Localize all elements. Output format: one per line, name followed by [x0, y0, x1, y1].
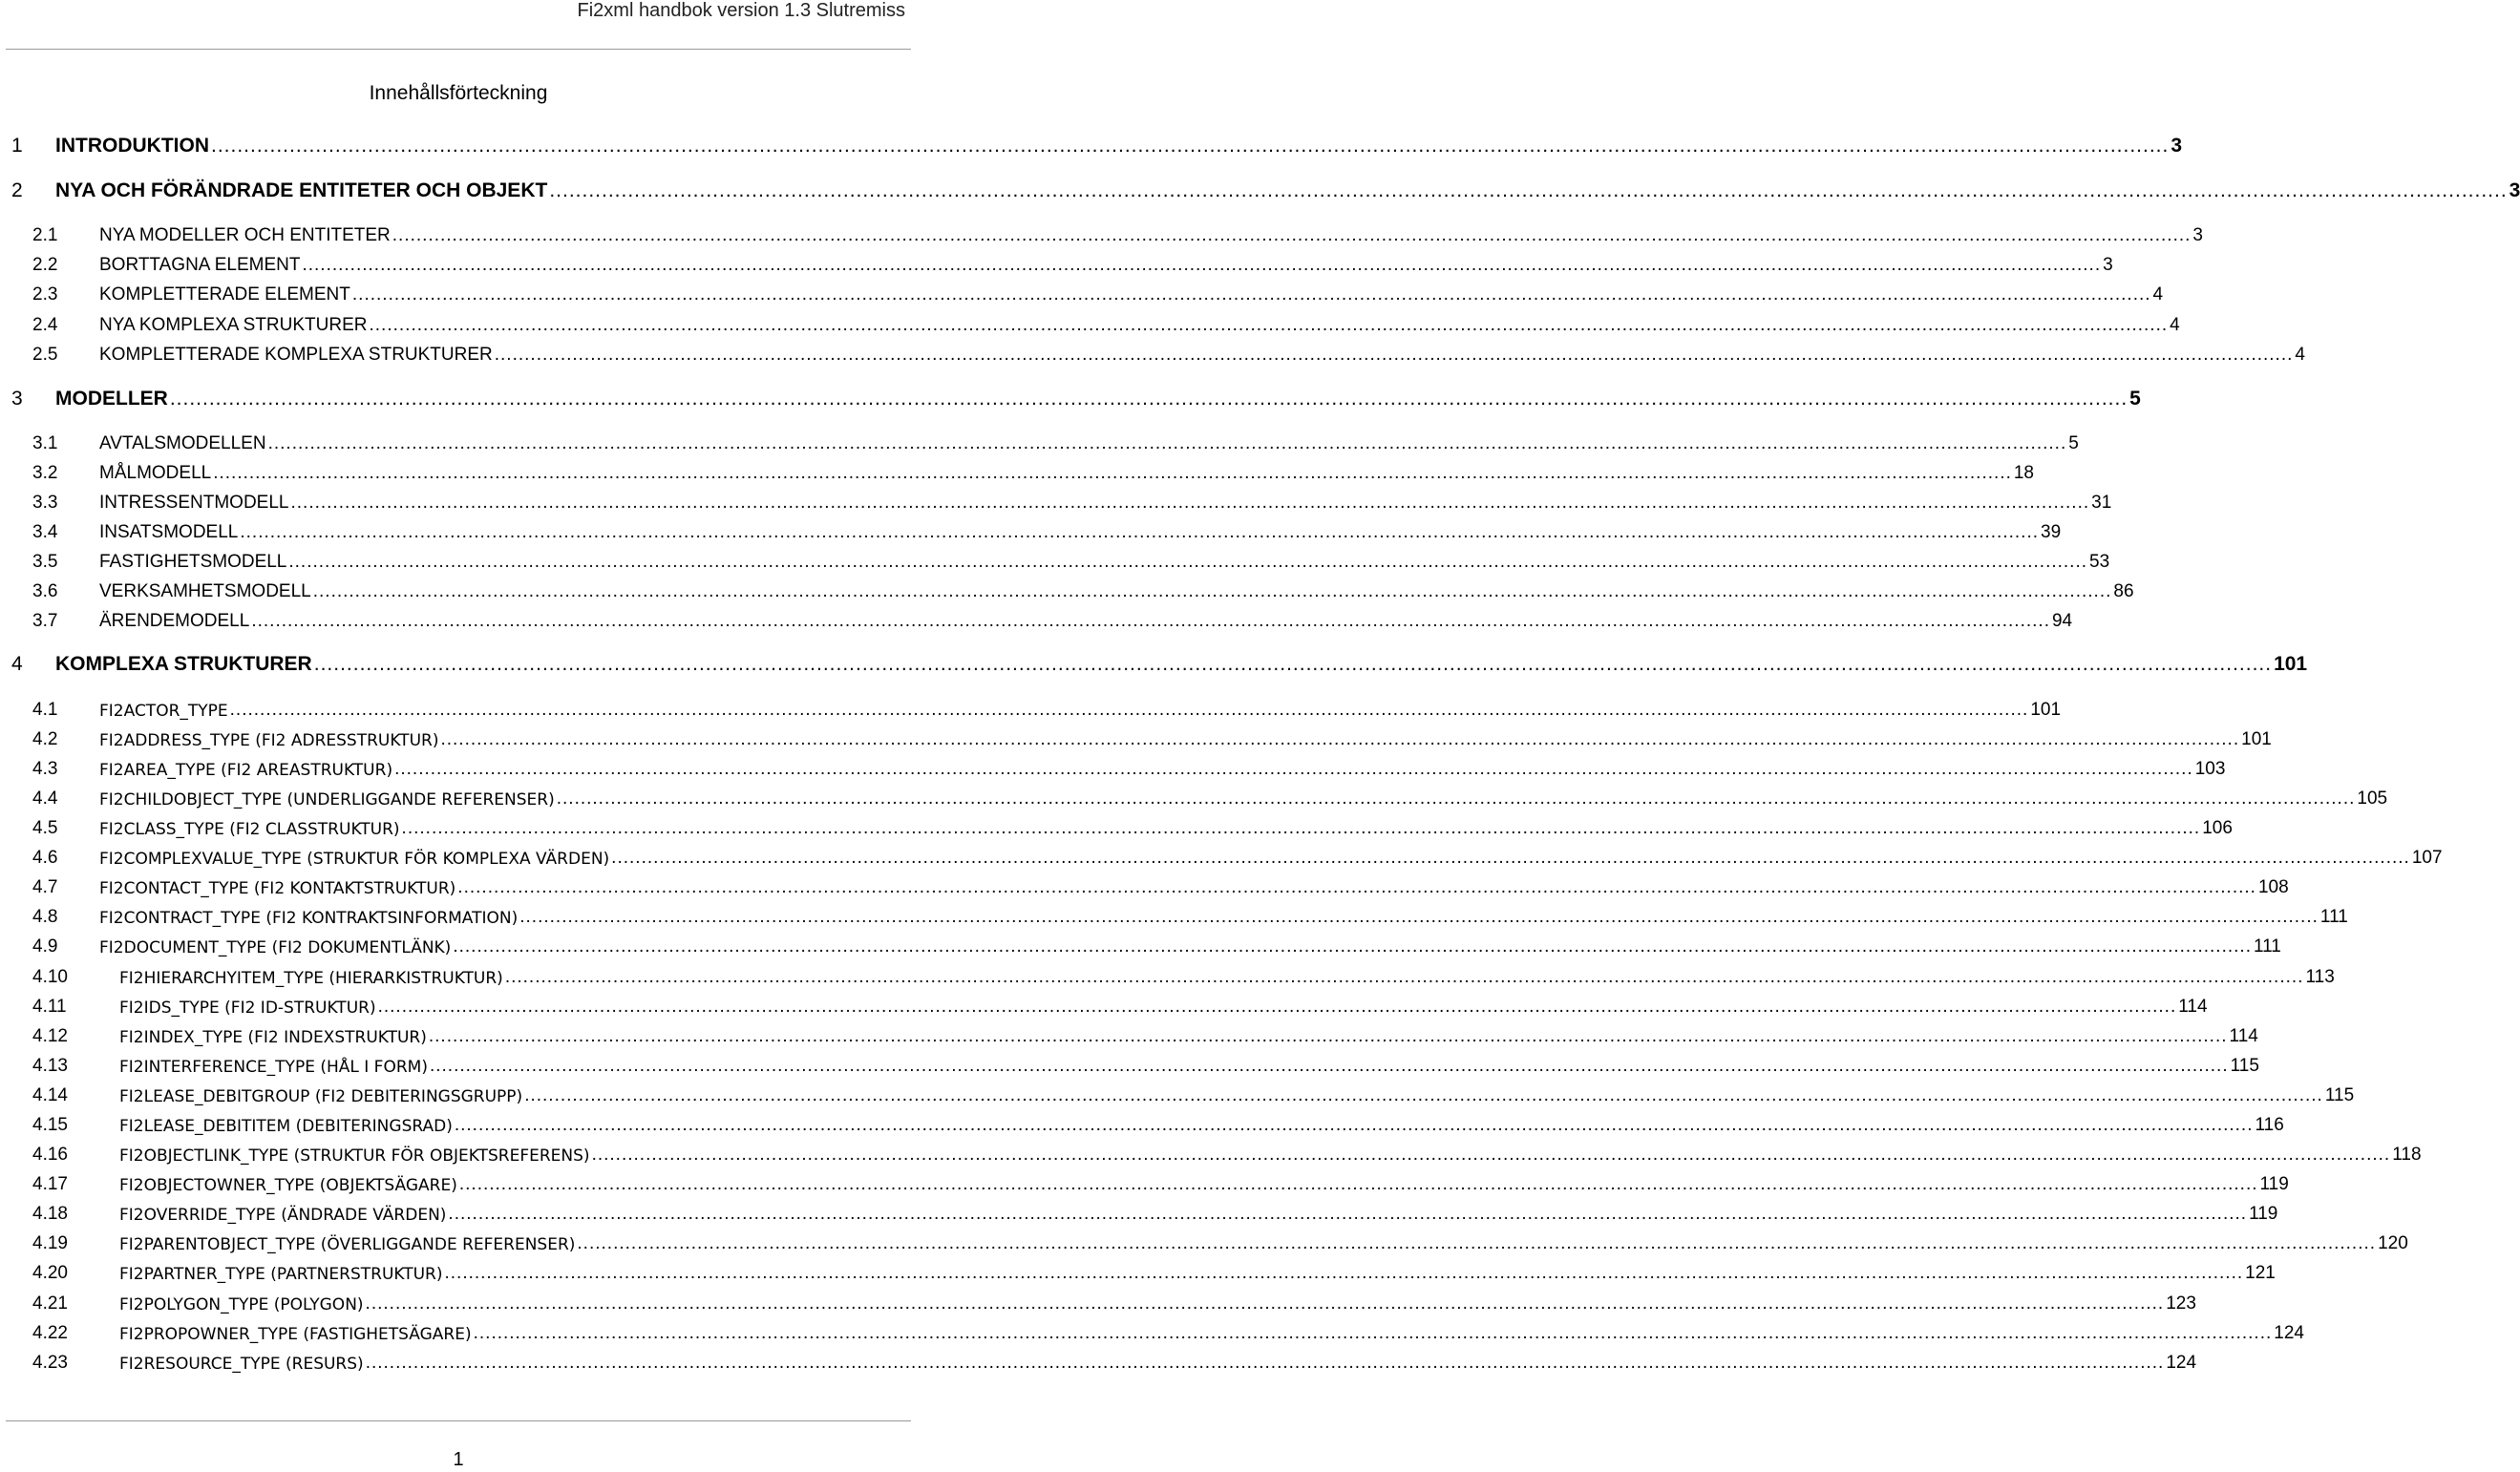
toc-entry[interactable] [0, 1200, 2278, 1225]
toc-entry-page: 118 [2392, 1145, 2422, 1165]
toc-entry-page: 113 [2305, 967, 2335, 987]
toc-entry-page: 3 [2103, 255, 2113, 275]
toc-entry[interactable] [0, 1290, 2196, 1314]
toc-entry[interactable] [0, 696, 2062, 721]
toc-entry-label: INTRODUKTION [55, 135, 209, 157]
toc-entry-label: FI2INTERFERENCE_TYPE (HÅL I FORM) [119, 1058, 428, 1077]
toc-entry[interactable] [0, 933, 2281, 957]
toc-entry-label: ÄRENDEMODELL [99, 611, 250, 631]
toc-entry-label: FI2ACTOR_TYPE [99, 702, 228, 721]
toc-entry[interactable] [0, 430, 2079, 454]
toc-entry-page: 120 [2378, 1233, 2408, 1253]
toc-entry[interactable] [0, 341, 2305, 366]
toc-entry-page: 31 [2091, 493, 2112, 513]
toc-entry[interactable] [0, 1319, 2304, 1344]
toc-entry-label: FI2POLYGON_TYPE (POLYGON) [119, 1295, 364, 1314]
toc-entry-label: FI2CONTRACT_TYPE (FI2 KONTRAKTSINFORMATION) [99, 909, 519, 928]
toc-entry[interactable] [0, 311, 2180, 336]
dot-leader: ............................................................................................................................................................................................................................................................................................................ [290, 493, 2090, 513]
toc-entry-number: 4.14 [32, 1085, 68, 1105]
toc-entry-page: 101 [2274, 653, 2308, 675]
toc-entry-label: FI2PARENTOBJECT_TYPE (ÖVERLIGGANDE REFERENSER) [119, 1235, 576, 1254]
toc-entry-number: 4.6 [32, 848, 58, 868]
toc-entry-number: 4.17 [32, 1174, 68, 1194]
toc-entry-label: FI2AREA_TYPE (FI2 AREASTRUKTUR) [99, 761, 393, 780]
toc-entry-number: 4.7 [32, 877, 58, 897]
toc-entry[interactable] [0, 651, 2308, 676]
toc-entry-page: 94 [2051, 611, 2073, 631]
toc-entry-page: 111 [2319, 907, 2348, 927]
toc-entry-number: 4.21 [32, 1293, 68, 1314]
dot-leader: ............................................................................................................................................................................................................................................................................................................ [211, 135, 2170, 157]
toc-entry[interactable] [0, 133, 2183, 158]
dot-leader: ............................................................................................................................................................................................................................................................................................................ [365, 1293, 2165, 1314]
toc-entry-number: 2.5 [32, 345, 58, 365]
page-number: 1 [453, 1449, 464, 1470]
toc-entry-page: 114 [2229, 1026, 2258, 1046]
toc-entry-label: MÅLMODELL [99, 463, 212, 483]
toc-entry-page: 119 [2249, 1204, 2278, 1224]
dot-leader: ............................................................................................................................................................................................................................................................................................................ [229, 700, 2029, 720]
toc-entry-page: 116 [2255, 1115, 2284, 1135]
dot-leader: ............................................................................................................................................................................................................................................................................................................ [440, 729, 2240, 749]
toc-entry-label: FI2DOCUMENT_TYPE (FI2 DOKUMENTLÄNK) [99, 938, 452, 957]
toc-entry-label: FI2CHILDOBJECT_TYPE (UNDERLIGGANDE REFERENSER) [99, 790, 555, 810]
toc-entry-number: 2.1 [32, 225, 58, 245]
toc-entry-page: 3 [2171, 135, 2183, 157]
toc-entry[interactable] [0, 785, 2388, 810]
toc-entry-page: 5 [2068, 433, 2079, 453]
toc-entry-label: NYA KOMPLEXA STRUKTURER [99, 315, 368, 335]
toc-entry[interactable] [0, 993, 2208, 1018]
header-rule [6, 49, 911, 50]
toc-entry-number: 4.2 [32, 729, 58, 749]
toc-entry-page: 18 [2013, 463, 2034, 483]
toc-entry-number: 4.19 [32, 1233, 68, 1253]
toc-entry-page: 103 [2194, 759, 2226, 779]
toc-entry-page: 86 [2113, 581, 2134, 601]
toc-entry-number: 4 [11, 653, 23, 675]
toc-entry-number: 4.20 [32, 1263, 68, 1283]
dot-leader: ............................................................................................................................................................................................................................................................................................................ [556, 789, 2356, 809]
toc-entry-label: NYA OCH FÖRÄNDRADE ENTITETER OCH OBJEKT [55, 179, 548, 201]
dot-leader: ............................................................................................................................................................................................................................................................................................................ [351, 284, 2151, 305]
dot-leader: ............................................................................................................................................................................................................................................................................................................ [169, 388, 2128, 410]
toc-entry[interactable] [0, 548, 2110, 573]
toc-entry[interactable] [0, 607, 2073, 632]
dot-leader: ............................................................................................................................................................................................................................................................................................................ [494, 345, 2294, 365]
toc-entry-label: NYA MODELLER OCH ENTITETER [99, 225, 391, 245]
dot-leader: ............................................................................................................................................................................................................................................................................................................ [302, 255, 2102, 275]
toc-entry-number: 3.3 [32, 493, 58, 513]
toc-entry-number: 2.3 [32, 284, 58, 305]
dot-leader: ............................................................................................................................................................................................................................................................................................................ [458, 1174, 2258, 1194]
toc-entry-label: VERKSAMHETSMODELL [99, 581, 311, 601]
toc-entry-label: FI2LEASE_DEBITGROUP (FI2 DEBITERINGSGRUPP) [119, 1087, 523, 1106]
toc-entry-page: 121 [2245, 1263, 2276, 1283]
toc-entry-page: 115 [2230, 1056, 2259, 1076]
dot-leader: ............................................................................................................................................................................................................................................................................................................ [591, 1145, 2391, 1165]
toc-entry-number: 2.4 [32, 315, 58, 335]
toc-entry-number: 4.12 [32, 1026, 68, 1046]
toc-entry[interactable] [0, 1230, 2408, 1254]
toc-entry-page: 4 [2152, 284, 2164, 305]
toc-entry-label: FI2PARTNER_TYPE (PARTNERSTRUKTUR) [119, 1265, 443, 1284]
running-header: Fi2xml handbok version 1.3 Slutremiss [577, 0, 905, 21]
toc-entry-number: 3.7 [32, 611, 58, 631]
dot-leader: ............................................................................................................................................................................................................................................................................................................ [519, 907, 2319, 927]
toc-entry-number: 4.10 [32, 967, 68, 987]
toc-entry-number: 4.9 [32, 936, 58, 957]
dot-leader: ............................................................................................................................................................................................................................................................................................................ [448, 1204, 2248, 1224]
toc-entry[interactable] [0, 873, 2289, 898]
toc-entry-page: 124 [2166, 1353, 2197, 1373]
toc-entry-label: FI2RESOURCE_TYPE (RESURS) [119, 1355, 364, 1374]
toc-entry-number: 2 [11, 179, 23, 201]
toc-entry-label: BORTTAGNA ELEMENT [99, 255, 301, 275]
dot-leader: ............................................................................................................................................................................................................................................................................................................ [454, 1115, 2254, 1135]
toc-entry-page: 4 [2295, 345, 2305, 365]
toc-entry-label: FI2OBJECTLINK_TYPE (STRUKTUR FÖR OBJEKTSREFERENS) [119, 1146, 590, 1166]
toc-entry[interactable] [0, 489, 2112, 514]
dot-leader: ............................................................................................................................................................................................................................................................................................................ [365, 1353, 2165, 1373]
toc-entry-label: MODELLER [55, 388, 168, 410]
toc-entry-label: FI2CLASS_TYPE (FI2 CLASSTRUKTUR) [99, 820, 400, 839]
toc-entry[interactable] [0, 1082, 2355, 1106]
dot-leader: ............................................................................................................................................................................................................................................................................................................ [504, 967, 2304, 987]
dot-leader: ............................................................................................................................................................................................................................................................................................................ [473, 1323, 2273, 1343]
toc-entry-number: 4.1 [32, 700, 58, 720]
toc-entry[interactable] [0, 518, 2062, 543]
toc-entry-label: INTRESSENTMODELL [99, 493, 289, 513]
toc-entry[interactable] [0, 1111, 2284, 1136]
toc-entry-label: FI2COMPLEXVALUE_TYPE (STRUKTUR FÖR KOMPLEXA VÄRDEN) [99, 850, 610, 869]
toc-entry[interactable] [0, 963, 2335, 988]
toc-entry-page: 3 [2509, 179, 2520, 201]
dot-leader: ............................................................................................................................................................................................................................................................................................................ [453, 936, 2252, 957]
dot-leader: ............................................................................................................................................................................................................................................................................................................ [401, 818, 2201, 838]
toc-entry[interactable] [0, 903, 2348, 928]
dot-leader: ............................................................................................................................................................................................................................................................................................................ [524, 1085, 2323, 1105]
toc-entry-label: KOMPLEXA STRUKTURER [55, 653, 312, 675]
dot-leader: ............................................................................................................................................................................................................................................................................................................ [429, 1056, 2229, 1076]
toc-entry[interactable] [0, 755, 2226, 780]
toc-entry[interactable] [0, 178, 2520, 202]
dot-leader: ............................................................................................................................................................................................................................................................................................................ [377, 997, 2177, 1017]
toc-entry-number: 4.4 [32, 789, 58, 809]
toc-entry-number: 2.2 [32, 255, 58, 275]
dot-leader: ............................................................................................................................................................................................................................................................................................................ [428, 1026, 2228, 1046]
toc-entry-number: 4.22 [32, 1323, 68, 1343]
toc-entry-page: 3 [2192, 225, 2203, 245]
toc-entry-page: 39 [2041, 522, 2062, 542]
dot-leader: ............................................................................................................................................................................................................................................................................................................ [240, 522, 2040, 542]
toc-entry-number: 3.1 [32, 433, 58, 453]
toc-entry-label: KOMPLETTERADE ELEMENT [99, 284, 350, 305]
toc-entry-label: FI2HIERARCHYITEM_TYPE (HIERARKISTRUKTUR) [119, 969, 503, 988]
toc-entry-page: 123 [2166, 1293, 2196, 1314]
footer-rule [6, 1420, 911, 1421]
dot-leader: ............................................................................................................................................................................................................................................................................................................ [611, 848, 2410, 868]
toc-entry-label: AVTALSMODELLEN [99, 433, 266, 453]
dot-leader: ............................................................................................................................................................................................................................................................................................................ [312, 581, 2112, 601]
toc-entry-number: 4.18 [32, 1204, 68, 1224]
toc-entry-label: FI2OBJECTOWNER_TYPE (OBJEKTSÄGARE) [119, 1176, 457, 1195]
toc-entry-page: 106 [2202, 818, 2233, 838]
toc-entry-number: 3.2 [32, 463, 58, 483]
toc-entry-number: 3.4 [32, 522, 58, 542]
dot-leader: ............................................................................................................................................................................................................................................................................................................ [549, 179, 2508, 201]
dot-leader: ............................................................................................................................................................................................................................................................................................................ [577, 1233, 2377, 1253]
toc-entry-page: 101 [2241, 729, 2272, 749]
toc-entry-page: 5 [2129, 388, 2141, 410]
dot-leader: ............................................................................................................................................................................................................................................................................................................ [288, 552, 2088, 572]
toc-entry-label: INSATSMODELL [99, 522, 239, 542]
toc-entry[interactable] [0, 1349, 2197, 1374]
toc-entry-label: KOMPLETTERADE KOMPLEXA STRUKTURER [99, 345, 493, 365]
toc-entry-number: 4.11 [32, 997, 67, 1017]
toc-entry[interactable] [0, 1259, 2276, 1284]
toc-entry-page: 53 [2089, 552, 2110, 572]
toc-entry-number: 4.3 [32, 759, 58, 779]
dot-leader: ............................................................................................................................................................................................................................................................................................................ [369, 315, 2169, 335]
toc-entry-label: FI2IDS_TYPE (FI2 ID-STRUKTUR) [119, 999, 376, 1018]
toc-entry-page: 115 [2324, 1085, 2355, 1105]
toc-entry[interactable] [0, 725, 2272, 750]
toc-entry-label: FI2OVERRIDE_TYPE (ÄNDRADE VÄRDEN) [119, 1206, 447, 1225]
toc-entry-page: 108 [2257, 877, 2289, 897]
toc-entry-number: 4.5 [32, 818, 58, 838]
dot-leader: ............................................................................................................................................................................................................................................................................................................ [267, 433, 2067, 453]
toc-entry-page: 114 [2178, 997, 2208, 1017]
toc-entry-page: 4 [2170, 315, 2180, 335]
toc-entry-number: 4.13 [32, 1056, 68, 1076]
dot-leader: ............................................................................................................................................................................................................................................................................................................ [457, 877, 2256, 897]
toc-entry-label: FASTIGHETSMODELL [99, 552, 287, 572]
toc-entry-number: 3.5 [32, 552, 58, 572]
toc-entry-number: 3.6 [32, 581, 58, 601]
toc-entry-label: FI2ADDRESS_TYPE (FI2 ADRESSTRUKTUR) [99, 731, 439, 750]
toc-entry[interactable] [0, 281, 2164, 305]
toc-entry-page: 119 [2259, 1174, 2289, 1194]
toc-entry[interactable] [0, 1022, 2258, 1047]
toc-entry-label: FI2INDEX_TYPE (FI2 INDEXSTRUKTUR) [119, 1028, 427, 1047]
toc-entry-number: 1 [11, 135, 23, 157]
toc-entry[interactable] [0, 1052, 2259, 1077]
toc-entry-number: 4.16 [32, 1145, 68, 1165]
dot-leader: ............................................................................................................................................................................................................................................................................................................ [444, 1263, 2244, 1283]
toc-entry[interactable] [0, 844, 2443, 869]
dot-leader: ............................................................................................................................................................................................................................................................................................................ [313, 653, 2273, 675]
toc-entry[interactable] [0, 251, 2113, 276]
toc-entry[interactable] [0, 221, 2203, 246]
toc-entry-number: 4.8 [32, 907, 58, 927]
toc-entry-label: FI2PROPOWNER_TYPE (FASTIGHETSÄGARE) [119, 1325, 472, 1344]
dot-leader: ............................................................................................................................................................................................................................................................................................................ [394, 759, 2193, 779]
toc-entry-page: 111 [2253, 936, 2281, 957]
toc-entry-label: FI2CONTACT_TYPE (FI2 KONTAKTSTRUKTUR) [99, 879, 456, 898]
dot-leader: ............................................................................................................................................................................................................................................................................................................ [251, 611, 2050, 631]
toc-entry-number: 4.23 [32, 1353, 68, 1373]
dot-leader: ............................................................................................................................................................................................................................................................................................................ [213, 463, 2012, 483]
toc-entry[interactable] [0, 1141, 2422, 1166]
toc-entry-number: 3 [11, 388, 23, 410]
toc-entry-page: 105 [2357, 789, 2388, 809]
toc-entry-page: 124 [2274, 1323, 2304, 1343]
toc-title: Innehållsförteckning [369, 82, 548, 104]
toc-entry-label: FI2LEASE_DEBITITEM (DEBITERINGSRAD) [119, 1117, 453, 1136]
toc-entry-number: 4.15 [32, 1115, 68, 1135]
toc-entry[interactable] [0, 814, 2233, 839]
toc-entry[interactable] [0, 1170, 2289, 1195]
toc-entry[interactable] [0, 578, 2134, 602]
toc-entry-page: 101 [2030, 700, 2062, 720]
dot-leader: ............................................................................................................................................................................................................................................................................................................ [392, 225, 2192, 245]
toc-entry[interactable] [0, 386, 2141, 410]
toc-entry-page: 107 [2411, 848, 2443, 868]
toc-entry[interactable] [0, 459, 2034, 484]
